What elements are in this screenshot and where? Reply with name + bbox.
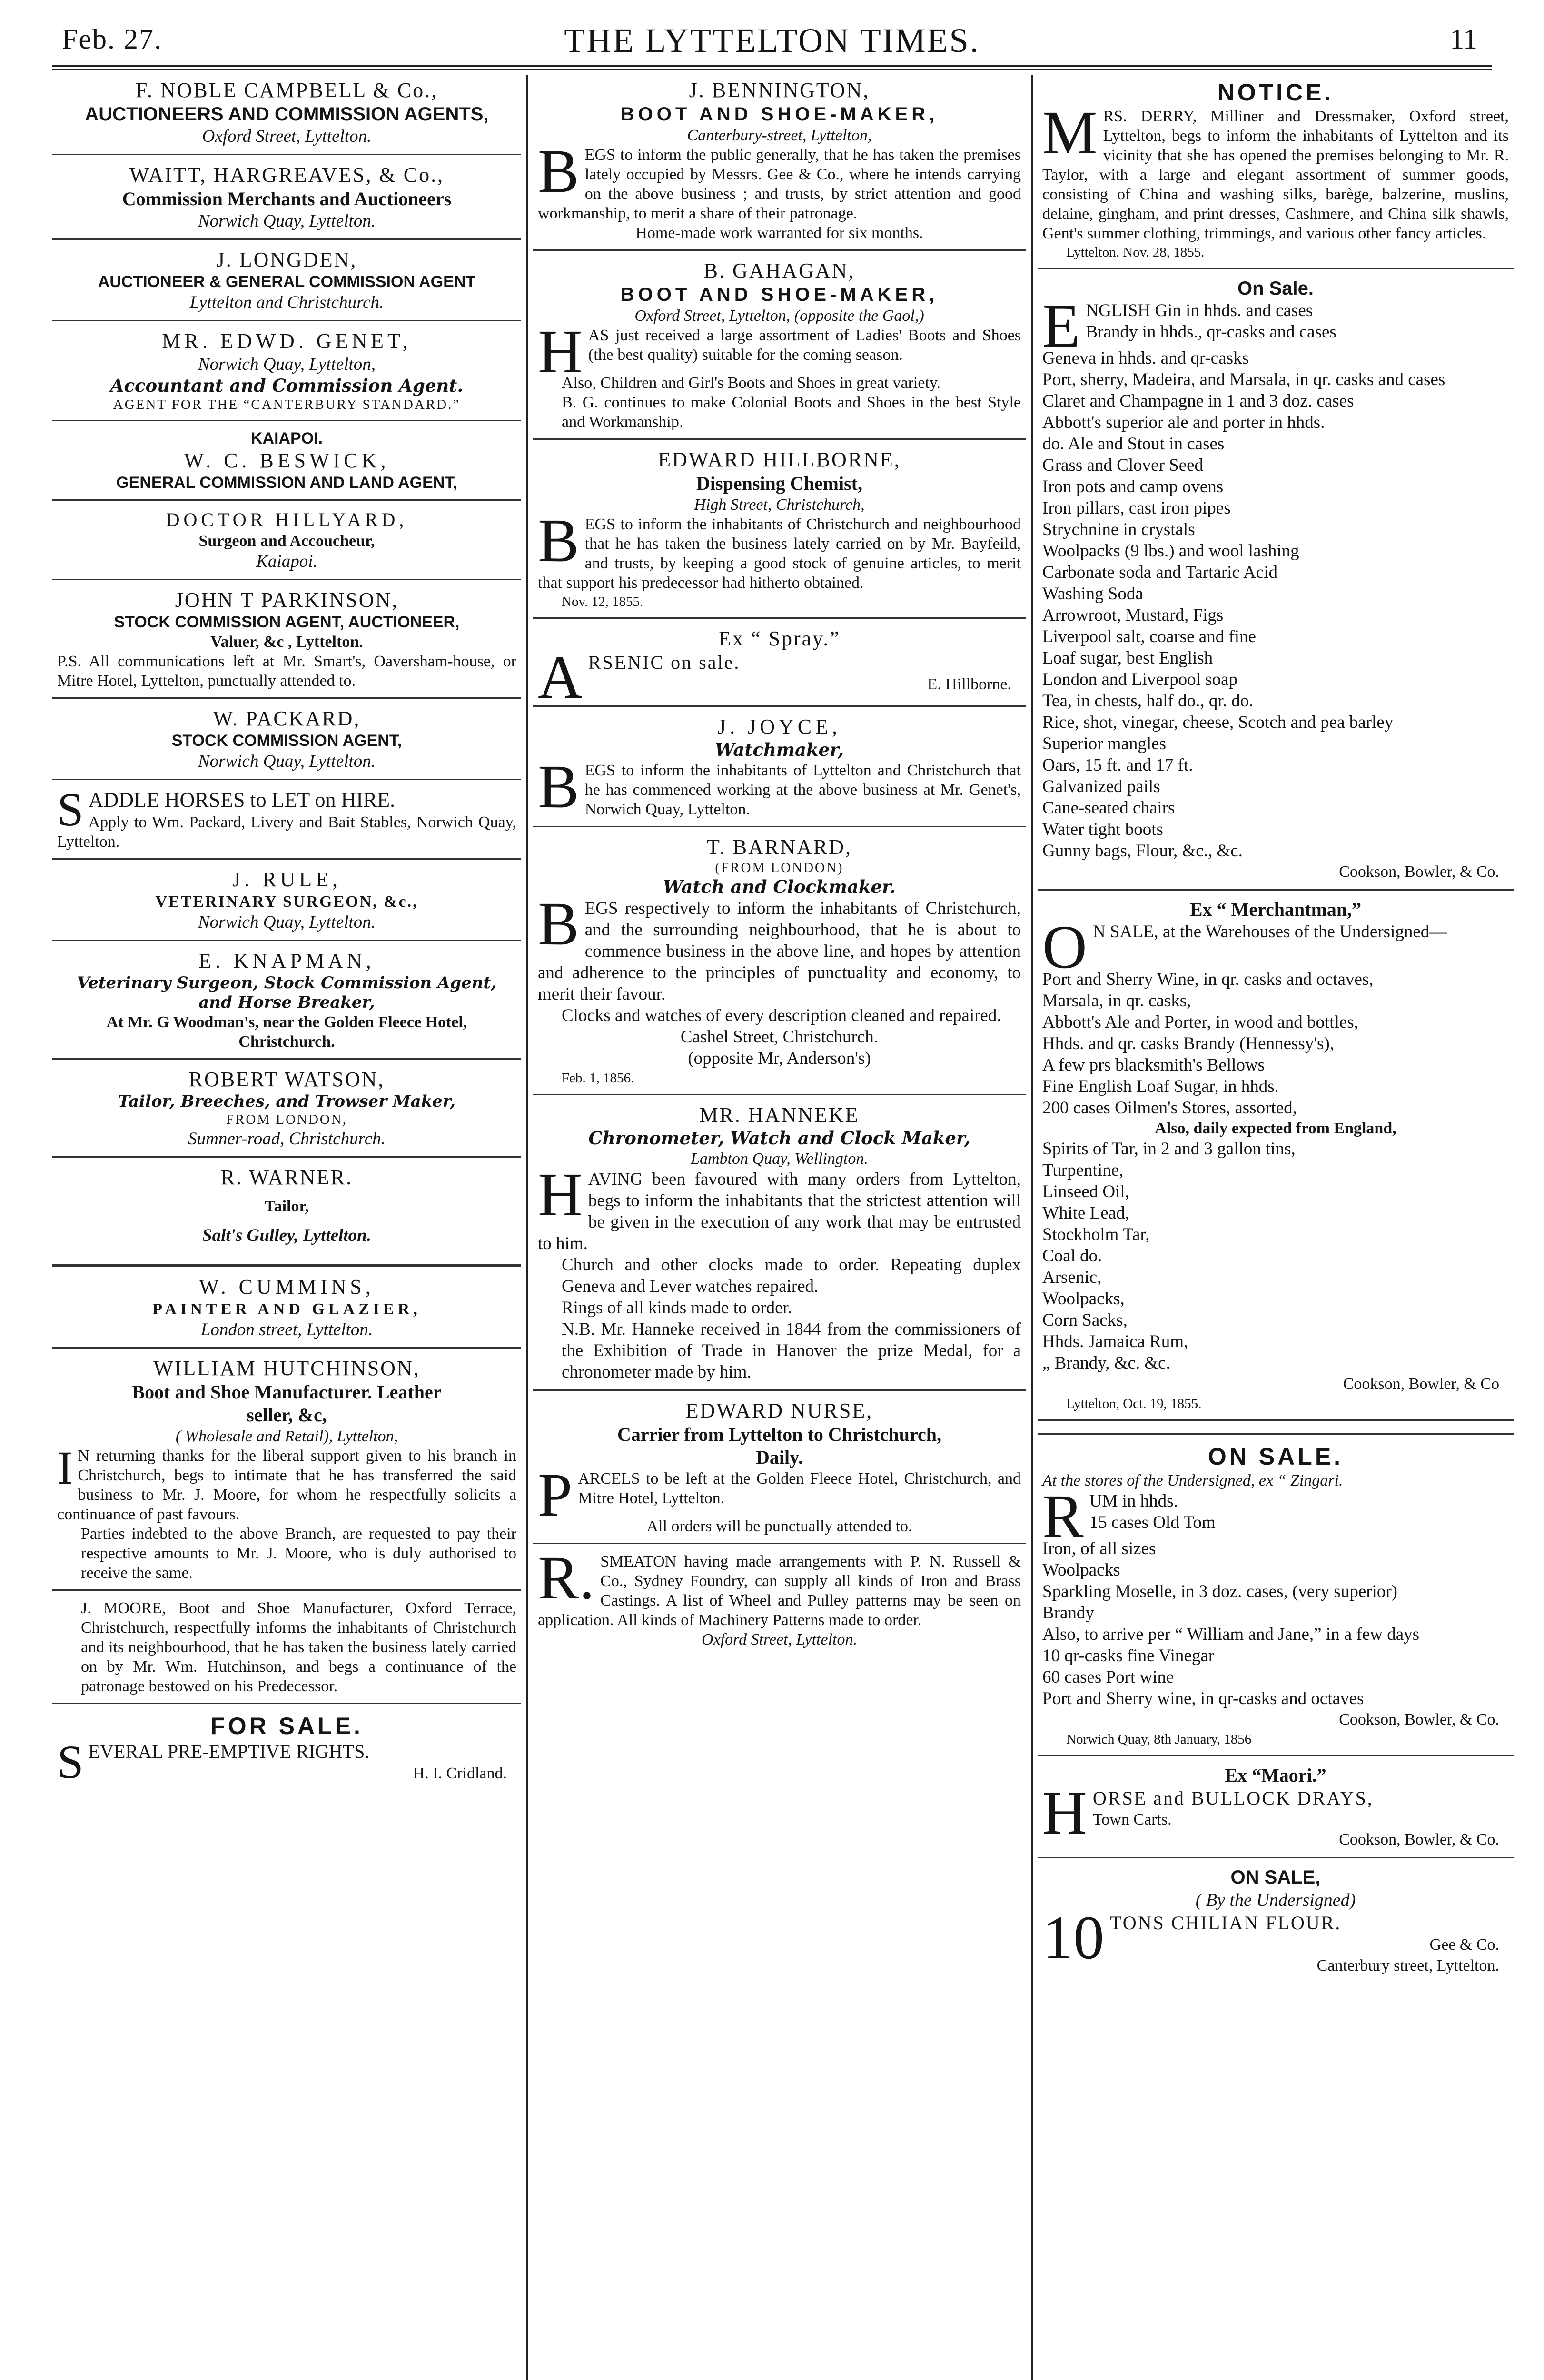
ad-trade: BOOT AND SHOE-MAKER,: [620, 284, 939, 305]
ad-name: EDWARD NURSE,: [685, 1399, 873, 1422]
ad-heading: On Sale.: [1237, 278, 1314, 299]
ad-trade: seller, &c,: [247, 1404, 327, 1426]
ad-name: B. GAHAGAN,: [703, 259, 855, 282]
ad-trade: Surgeon and Accoucheur,: [198, 532, 375, 550]
list-item: Iron pillars, cast iron pipes: [1042, 498, 1231, 518]
list-item: Abbott's Ale and Porter, in wood and bottles,: [1042, 1012, 1358, 1032]
ad-address: London street, Lyttelton.: [200, 1320, 373, 1339]
ad-trade: Carrier from Lyttelton to Christchurch,: [617, 1424, 941, 1445]
column-2: [533, 70, 1026, 2380]
ad-beswick: [52, 421, 521, 501]
ad-derry: [1038, 70, 1514, 269]
ad-signature: Cookson, Bowler, & Co.: [1339, 1711, 1499, 1728]
drop-cap: 10: [1042, 1904, 1104, 1972]
list-item: Superior mangles: [1042, 734, 1166, 754]
list-item: 60 cases Port wine: [1042, 1667, 1174, 1687]
ad-address: Oxford Street, Lyttelton.: [702, 1631, 857, 1648]
list-item: Marsala, in qr. casks,: [1042, 991, 1191, 1011]
ad-waitt: [52, 155, 521, 240]
ad-lead: RSENIC on sale.: [588, 652, 741, 673]
drop-cap: P: [538, 1461, 573, 1529]
ad-trade: STOCK COMMISSION AGENT,: [171, 732, 402, 750]
drop-cap: S: [57, 1735, 84, 1788]
ad-address: Lambton Quay, Wellington.: [691, 1150, 868, 1168]
ad-signature: H. I. Cridland.: [413, 1765, 507, 1782]
ad-trade: Watchmaker,: [715, 739, 844, 760]
ad-body: Apply to Wm. Packard, Livery and Bait Stables, Norwich Quay, Lyttelton.: [57, 813, 516, 851]
ad-body: B. G. continues to make Colonial Boots and Shoes in the best Style and Workmanship.: [562, 394, 1021, 431]
ad-spray: [533, 619, 1026, 712]
ad-heading: Ex “Maori.”: [1225, 1765, 1326, 1786]
list-item: Linseed Oil,: [1042, 1182, 1129, 1201]
ad-on-sale-cookson: [1038, 269, 1514, 891]
ad-date: Feb. 1, 1856.: [562, 1071, 634, 1086]
ad-footer: Home-made work warranted for six months.: [635, 224, 923, 242]
ad-signature: E. Hillborne.: [927, 675, 1011, 693]
list-item: Sparkling Moselle, in 3 doz. cases, (very superior): [1042, 1582, 1397, 1601]
ad-body: AS just received a large assortment of Ladies' Boots and Shoes (the best quality) suitable for the coming season.: [588, 327, 1021, 364]
ad-for-sale: [52, 1704, 521, 1791]
ad-address: Canterbury-street, Lyttelton,: [687, 127, 872, 144]
ad-from: (FROM LONDON): [715, 860, 844, 875]
ad-body: EGS respectively to inform the inhabitants of Christchurch, and the surrounding neighbourhood, that he is about to commence business in the above line, and hopes by attention and adherence to the principles of punctuality and economy, to merit their favour.: [538, 899, 1021, 1004]
list-item: Cane-seated chairs: [1042, 798, 1175, 818]
ad-merchantman: [1038, 891, 1514, 1421]
ad-also: Also, daily expected from England,: [1155, 1120, 1396, 1137]
ad-trade: AUCTIONEER & GENERAL COMMISSION AGENT: [98, 273, 476, 291]
ad-address: (opposite Mr, Anderson's): [688, 1049, 871, 1068]
drop-cap: B: [538, 506, 579, 575]
list-item: Oars, 15 ft. and 17 ft.: [1042, 755, 1193, 775]
goods-list: [1042, 321, 1509, 343]
ad-sub: ( Wholesale and Retail), Lyttelton,: [175, 1428, 398, 1445]
ad-name: J. LONGDEN,: [216, 248, 357, 271]
list-item: Rice, shot, vinegar, cheese, Scotch and pea barley: [1042, 713, 1394, 732]
list-item: A few prs blacksmith's Bellows: [1042, 1055, 1265, 1075]
ad-saddle-horses: [52, 780, 521, 860]
ad-gahagan: [533, 251, 1026, 440]
ad-parkinson: [52, 580, 521, 699]
list-item: Iron, of all sizes: [1042, 1539, 1156, 1558]
list-item: Woolpacks,: [1042, 1289, 1125, 1309]
ad-date: Lyttelton, Nov. 28, 1855.: [1066, 245, 1205, 260]
list-item: Brandy: [1042, 1603, 1094, 1623]
ad-date: Norwich Quay, 8th January, 1856: [1066, 1732, 1252, 1747]
ad-body: Church and other clocks made to order. Repeating duplex Geneva and Lever watches repaired.: [562, 1255, 1021, 1296]
ad-address: Cashel Street, Christchurch.: [680, 1027, 879, 1047]
list-item: Fine English Loaf Sugar, in hhds.: [1042, 1077, 1279, 1096]
ad-sub: ( By the Undersigned): [1195, 1890, 1356, 1910]
ad-from: FROM LONDON,: [226, 1112, 348, 1127]
goods-list: [1042, 1538, 1509, 1624]
issue-date: Feb. 27.: [62, 23, 162, 55]
ad-trade: GENERAL COMMISSION AND LAND AGENT,: [116, 474, 457, 492]
list-item: Gunny bags, Flour, &c., &c.: [1042, 841, 1243, 861]
ad-body: Clocks and watches of every description cleaned and repaired.: [562, 1006, 1001, 1025]
ad-address: High Street, Christchurch,: [694, 496, 865, 514]
ad-signature: Gee & Co.: [1429, 1936, 1499, 1954]
list-item: Claret and Champagne in 1 and 3 doz. cases: [1042, 391, 1354, 411]
list-item: White Lead,: [1042, 1203, 1129, 1223]
drop-cap: H: [1042, 1779, 1087, 1847]
list-item: Washing Soda: [1042, 584, 1143, 604]
ad-name: DOCTOR HILLYARD,: [166, 509, 408, 530]
drop-cap: S: [57, 783, 84, 836]
ad-name: ROBERT WATSON,: [188, 1068, 385, 1091]
goods-list: [1042, 1138, 1509, 1374]
ad-heading: NOTICE.: [1217, 79, 1334, 106]
goods-list: [1042, 969, 1509, 1119]
ad-trade: AUCTIONEERS AND COMMISSION AGENTS,: [85, 104, 489, 125]
ad-heading: FOR SALE.: [210, 1713, 363, 1739]
drop-cap: R.: [538, 1544, 595, 1612]
ad-trade: Veterinary Surgeon, Stock Commission Agent,: [77, 973, 497, 992]
ad-sub: Town Carts.: [1092, 1811, 1172, 1828]
ad-name: WAITT, HARGREAVES, & Co.,: [129, 163, 445, 187]
ad-trade: Chronometer, Watch and Clock Maker,: [588, 1128, 970, 1149]
ad-lead: UM in hhds.: [1089, 1491, 1178, 1511]
ad-smeaton: [533, 1544, 1026, 1656]
list-item: Port, sherry, Madeira, and Marsala, in qr. casks and cases: [1042, 370, 1445, 389]
drop-cap: O: [1042, 913, 1087, 982]
drop-cap: H: [538, 317, 583, 386]
ad-watson: [52, 1060, 521, 1158]
ad-trade: Dispensing Chemist,: [696, 473, 862, 494]
ad-trade: VETERINARY SURGEON, &c.,: [155, 893, 418, 911]
ad-signature: Cookson, Bowler, & Co.: [1339, 1831, 1499, 1848]
ad-trade: Tailor, Breeches, and Trowser Maker,: [118, 1092, 456, 1111]
ad-body: EGS to inform the public generally, that he has taken the premises lately occupied by Messrs. Gee & Co., where he intends carrying on the above business ; and trusts, by strict attention and good workmanship, to merit a share of their patronage.: [538, 146, 1021, 222]
ad-signature: Cookson, Bowler, & Co: [1343, 1375, 1499, 1393]
ad-trade: Daily.: [756, 1447, 803, 1468]
goods-list: [1042, 1645, 1509, 1709]
list-item: 15 cases Old Tom: [1089, 1513, 1216, 1532]
ad-place: KAIAPOI.: [250, 429, 323, 447]
list-item: Turpentine,: [1042, 1160, 1124, 1180]
ad-body: SMEATON having made arrangements with P. N. Russell & Co., Sydney Foundry, can supply all kinds of Iron and Brass Castings. A list of Wheel and Pulley patterns may be seen on application. All kinds of Machinery Patterns made to order.: [538, 1553, 1021, 1629]
ad-body: EGS to inform the inhabitants of Christchurch and neighbourhood that he has taken the business lately carried on by Mr. Bayfeild, and trusts, by keeping a good stock of genuine articles, to merit that support his predecessor had hitherto obtained.: [538, 516, 1021, 592]
ad-hillborne: [533, 440, 1026, 619]
ad-heading: Ex “ Merchantman,”: [1189, 899, 1362, 920]
ad-trade: and Horse Breaker,: [198, 993, 375, 1012]
ad-address: Oxford Street, Lyttelton.: [202, 127, 372, 146]
list-item: Arrowroot, Mustard, Figs: [1042, 605, 1224, 625]
list-item: Abbott's superior ale and porter in hhds.: [1042, 413, 1325, 432]
list-item: Brandy in hhds., qr-casks and cases: [1086, 322, 1336, 342]
ad-on-sale-zingari: [1038, 1433, 1514, 1756]
ad-sub: At the stores of the Undersigned, ex “ Zingari.: [1042, 1472, 1343, 1489]
ad-also: Also, to arrive per “ William and Jane,” in a few days: [1042, 1625, 1420, 1644]
page-number: 11: [1450, 23, 1477, 55]
masthead: [52, 19, 1492, 63]
ad-trade: Boot and Shoe Manufacturer. Leather: [132, 1381, 442, 1403]
list-item: London and Liverpool soap: [1042, 670, 1237, 689]
ad-hanneke: [533, 1095, 1026, 1391]
ad-bennington: [533, 70, 1026, 251]
ad-campbell: [52, 70, 521, 155]
ad-lead: TONS CHILIAN FLOUR.: [1110, 1912, 1342, 1934]
ad-trade: STOCK COMMISSION AGENT, AUCTIONEER,: [114, 613, 460, 631]
goods-list: [1042, 347, 1509, 862]
ad-trade: PAINTER AND GLAZIER,: [152, 1300, 421, 1318]
ad-chilian-flour: [1038, 1858, 1514, 1983]
drop-cap: A: [538, 643, 583, 712]
columns: [52, 70, 1509, 2380]
list-item: Strychnine in crystals: [1042, 520, 1195, 539]
ad-sub: Valuer, &c , Lyttelton.: [210, 633, 363, 651]
ad-name: MR. EDWD. GENET,: [162, 329, 412, 353]
ad-signature: Cookson, Bowler, & Co.: [1339, 863, 1499, 881]
ad-address: Norwich Quay, Lyttelton,: [198, 355, 376, 374]
ad-note: AGENT FOR THE “CANTERBURY STANDARD.”: [113, 397, 461, 412]
ad-trade: BOOT AND SHOE-MAKER,: [620, 104, 939, 125]
ad-name: J. BENNINGTON,: [689, 79, 870, 102]
list-item: Water tight boots: [1042, 820, 1163, 839]
ad-address: At Mr. G Woodman's, near the Golden Fleece Hotel, Christchurch.: [106, 1013, 467, 1051]
goods-list: [1042, 1512, 1509, 1533]
list-item: Liverpool salt, coarse and fine: [1042, 627, 1256, 646]
ad-address: Norwich Quay, Lyttelton.: [198, 211, 376, 231]
ad-name: W. PACKARD,: [213, 707, 361, 730]
list-item: Hhds. Jamaica Rum,: [1042, 1332, 1188, 1351]
ad-body: N returning thanks for the liberal support given to his branch in Christchurch, begs to intimate that he has transferred the said business to Mr. J. Moore, for whom he respectfully solicits a continuance of past favours.: [57, 1447, 516, 1523]
ad-body: Also, Children and Girl's Boots and Shoes in great variety.: [562, 374, 941, 392]
ad-body: ARCELS to be left at the Golden Fleece Hotel, Christchurch, and Mitre Hotel, Lyttelton.: [578, 1470, 1021, 1507]
column-3: [1038, 70, 1514, 2380]
ad-trade: Commission Merchants and Auctioneers: [122, 188, 452, 209]
list-item: Loaf sugar, best English: [1042, 648, 1213, 668]
drop-cap: B: [538, 890, 579, 958]
list-item: „ Brandy, &c. &c.: [1042, 1353, 1170, 1373]
ad-longden: [52, 240, 521, 321]
ad-date: Lyttelton, Oct. 19, 1855.: [1066, 1396, 1202, 1411]
ad-address: Norwich Quay, Lyttelton.: [198, 912, 376, 932]
list-item: Spirits of Tar, in 2 and 3 gallon tins,: [1042, 1139, 1296, 1159]
ad-hutchinson: [52, 1349, 521, 1591]
ad-name: J. RULE,: [232, 868, 341, 891]
ad-rule: [52, 860, 521, 941]
drop-cap: M: [1042, 99, 1098, 167]
ad-barnard: [533, 827, 1026, 1095]
ad-body: P.S. All communications left at Mr. Smart's, Oaversham-house, or Mitre Hotel, Lyttelton, punctually attended to.: [57, 653, 516, 690]
ad-packard: [52, 699, 521, 780]
ad-body: EGS to inform the inhabitants of Lyttelton and Christchurch that he has commenced working at the above business at Mr. Genet's, Norwich Quay, Lyttelton.: [584, 762, 1021, 818]
ad-address: Norwich Quay, Lyttelton.: [198, 752, 376, 771]
ad-body: AVING been favoured with many orders from Lyttelton, begs to inform the inhabitants that the strictest attention will be given in the execution of any work that may be entrusted to him.: [538, 1170, 1021, 1253]
list-item: Iron pots and camp ovens: [1042, 477, 1224, 496]
ad-name: WILLIAM HUTCHINSON,: [153, 1357, 420, 1380]
list-item: Hhds. and qr. casks Brandy (Hennessy's),: [1042, 1034, 1334, 1053]
ad-address: Sumner-road, Christchurch.: [188, 1129, 386, 1149]
column-rule: [1031, 75, 1033, 2380]
list-item: Port and Sherry Wine, in qr. casks and octaves,: [1042, 970, 1374, 989]
ad-address: Kaiapoi.: [256, 552, 317, 571]
ad-heading: Ex “ Spray.”: [718, 627, 841, 650]
drop-cap: R: [1042, 1482, 1084, 1551]
ad-body: J. MOORE, Boot and Shoe Manufacturer, Oxford Terrace, Christchurch, respectfully informs the inhabitants of Christchurch and its neighbourhood, that he has taken the business lately carried on by Mr. Wm. Hutchinson, and begs a continuance of the patronage bestowed on his Predecessor.: [81, 1599, 516, 1695]
ad-moore: [52, 1591, 521, 1704]
ad-name: W. CUMMINS,: [199, 1275, 375, 1299]
ad-trade: Accountant and Commission Agent.: [110, 375, 464, 396]
ad-date: Nov. 12, 1855.: [562, 594, 643, 609]
ad-signature: Canterbury street, Lyttelton.: [1316, 1957, 1499, 1974]
masthead-rule: [52, 65, 1492, 70]
ad-maori: [1038, 1756, 1514, 1858]
ad-joyce: [533, 707, 1026, 827]
list-item: 200 cases Oilmen's Stores, assorted,: [1042, 1098, 1297, 1118]
ad-nurse: [533, 1391, 1026, 1544]
list-item: Port and Sherry wine, in qr-casks and octaves: [1042, 1689, 1364, 1708]
ad-lead: NGLISH Gin in hhds. and cases: [1086, 301, 1313, 320]
ad-trade: Tailor,: [265, 1198, 309, 1215]
list-item: Woolpacks (9 lbs.) and wool lashing: [1042, 541, 1299, 561]
ad-cummins: [52, 1266, 521, 1349]
ad-address: Lyttelton and Christchurch.: [189, 293, 384, 312]
ad-name: T. BARNARD,: [707, 835, 852, 859]
ad-name: R. WARNER.: [220, 1166, 353, 1189]
drop-cap: H: [538, 1160, 583, 1229]
ad-name: W. C. BESWICK,: [184, 449, 390, 472]
drop-cap: I: [57, 1441, 73, 1494]
list-item: Grass and Clover Seed: [1042, 456, 1204, 475]
ad-name: JOHN T PARKINSON,: [175, 588, 399, 612]
list-item: Stockholm Tar,: [1042, 1225, 1150, 1244]
list-item: do. Ale and Stout in cases: [1042, 434, 1225, 454]
ad-name: F. NOBLE CAMPBELL & Co.,: [135, 79, 438, 102]
ad-body: RS. DERRY, Milliner and Dressmaker, Oxford street, Lyttelton, begs to inform the inhabitants of Lyttelton and its vicinity that she has opened the premises belonging to Mr. R. Taylor, with a large and elegant assortment of summer goods, consisting of China and washing silks, barège, balzerine, muslins, delaine, gingham, and print dresses, Cashmere, and China silk shawls, Gent's summer clothing, trimmings, and various other fancy articles.: [1042, 108, 1509, 242]
drop-cap: B: [538, 753, 579, 821]
list-item: Tea, in chests, half do., qr. do.: [1042, 691, 1254, 711]
ad-lead: ORSE and BULLOCK DRAYS,: [1092, 1787, 1374, 1809]
list-item: Carbonate soda and Tartaric Acid: [1042, 563, 1277, 582]
ad-heading: ON SALE.: [1207, 1443, 1344, 1470]
column-1: [52, 70, 521, 2380]
ad-name: EDWARD HILLBORNE,: [658, 448, 901, 471]
ad-hillyard: [52, 501, 521, 580]
list-item: 10 qr-casks fine Vinegar: [1042, 1646, 1215, 1666]
drop-cap: E: [1042, 292, 1080, 360]
list-item: Corn Sacks,: [1042, 1310, 1128, 1330]
ad-lead: EVERAL PRE-EMPTIVE RIGHTS.: [88, 1741, 370, 1762]
newspaper-title: THE LYTTELTON TIMES.: [564, 21, 980, 60]
ad-lead: N SALE, at the Warehouses of the Undersigned—: [1092, 922, 1447, 942]
ad-heading: ON SALE,: [1230, 1867, 1321, 1888]
ad-trade: Watch and Clockmaker.: [663, 876, 896, 897]
list-item: Geneva in hhds. and qr-casks: [1042, 348, 1249, 368]
column-rule: [526, 75, 528, 2380]
ad-address: Oxford Street, Lyttelton, (opposite the Gaol,): [634, 307, 924, 325]
ad-lead: ADDLE HORSES to LET on HIRE.: [88, 788, 396, 812]
ad-body: Parties indebted to the above Branch, are requested to pay their respective amounts to Mr. J. Moore, who is duly authorised to receive the same.: [81, 1525, 516, 1582]
ad-name: J. JOYCE,: [717, 715, 841, 738]
ad-footer: All orders will be punctually attended to.: [646, 1517, 912, 1535]
ad-address: Salt's Gulley, Lyttelton.: [202, 1226, 371, 1245]
ad-body: Rings of all kinds made to order.: [562, 1298, 792, 1318]
ad-genet: [52, 321, 521, 421]
ad-warner: [52, 1158, 521, 1266]
ad-name: E. KNAPMAN,: [198, 949, 375, 972]
ad-knapman: [52, 941, 521, 1060]
list-item: Galvanized pails: [1042, 777, 1160, 796]
ad-body: N.B. Mr. Hanneke received in 1844 from the commissioners of the Exhibition of Trade in Hanover the prize Medal, for a chronometer made by him.: [562, 1319, 1021, 1382]
list-item: Woolpacks: [1042, 1560, 1120, 1580]
list-item: Coal do.: [1042, 1246, 1102, 1266]
list-item: Arsenic,: [1042, 1268, 1102, 1287]
ad-name: MR. HANNEKE: [699, 1103, 860, 1127]
drop-cap: B: [538, 137, 579, 206]
